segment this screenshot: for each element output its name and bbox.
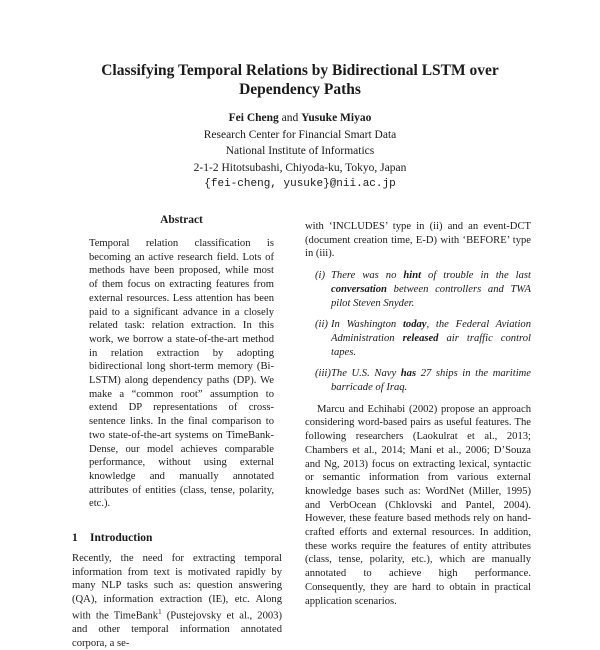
right-intro-text: with ‘INCLUDES’ type in (ii) and an event-DCT (document creation time, E-D) with ‘BEFORE’ type in (iii). xyxy=(305,221,531,260)
author-conjunction: and xyxy=(281,112,299,124)
example-3: (iii) The U.S. Navy has 27 ships in the maritime barricade of Iraq. xyxy=(315,368,531,394)
abstract-text: Temporal relation classification is becoming an active research field. Lots of methods have been proposed, while most of them focus on extracting features from external resources. Less attention has been paid to a significant advance in a closely related task: relation extraction. In this work, we borrow a state-of-the-art method in relation extraction by adopting bidirectional long short-term memory (Bi-LSTM) along dependency paths (DP). We make a “common root” assumption to extend DP representations of cross-sentence links. In the final comparison to two state-of-the-art systems on TimeBank-Dense, our model achieves comparable performance, without using external knowledge and manually annotated attributes of entities (class, tense, polarity, etc.). xyxy=(89,238,274,510)
example-2: (ii) In Washington today, the Federal Aviation Administration released air traffic control tapes. xyxy=(315,319,531,358)
abstract-body xyxy=(89,237,274,511)
footnote-marker: 1 xyxy=(158,608,162,616)
right-column xyxy=(305,220,531,608)
related-work-paragraph: Marcu and Echihabi (2002) propose an approach considering word-based pairs as useful features. The following researchers (Laokulrat et al., 2013; Chambers et al., 2014; Mani et al., 2006; D’Souza and Ng, 2013) focus on extracting lexical, syntactic or semantic information from various external knowledge bases such as: WordNet (Miller, 1995) and VerbOcean (Chklovski and Pantel, 2004). However, these feature based methods rely on hand-crafted efforts and external resources. In addition, these works require the features of entity attributes (class, tense, polarity, etc.), which are manually annotated to achieve high performance. Consequently, they are hard to obtain in practical application scenarios. xyxy=(305,403,531,607)
section-number: 1 xyxy=(72,532,78,544)
author-1: Fei Cheng xyxy=(228,112,279,124)
affiliation-2: National Institute of Informatics xyxy=(225,145,375,157)
section-title: Introduction xyxy=(90,532,153,544)
intro-paragraph: Recently, the need for extracting temporal information from text is motivated rapidly by many NLP tasks such as: question answering (QA), information extraction (IE), etc. Along with the TimeBank$^1$ (Pustejovsky et al., 2003) and other temporal information annotated corpora, a se- xyxy=(72,553,282,649)
author-names xyxy=(150,110,450,127)
example-1: (i) There was no hint of trouble in the last conversation between controllers and TWA pilot Steven Snyder. xyxy=(315,270,531,309)
affiliation-1: Research Center for Financial Smart Data xyxy=(203,128,397,141)
section-heading xyxy=(72,532,282,544)
paper-title: Classifying Temporal Relations by Bidirectional LSTM over Dependency Paths xyxy=(101,62,499,98)
email: {fei-cheng, yusuke}@nii.ac.jp xyxy=(204,178,396,190)
address: 2-1-2 Hitotsubashi, Chiyoda-ku, Tokyo, Japan xyxy=(193,161,407,174)
author-block xyxy=(150,110,450,193)
abstract-heading: Abstract xyxy=(160,214,203,226)
author-2: Yusuke Miyao xyxy=(301,112,372,124)
